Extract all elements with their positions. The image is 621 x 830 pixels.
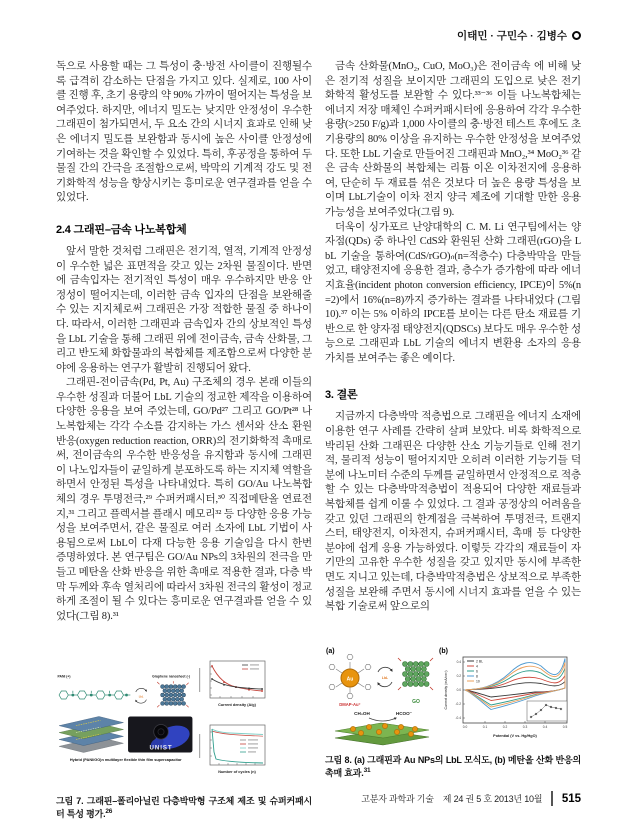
plot2-ylabel-placeholder (199, 734, 200, 758)
body-paragraph: 더욱이 싱가포르 난양대학의 C. M. Li 연구팀에서는 양자점(QDs) 중 하나인 CdS와 환원된 산화 그래핀(rGO)을 LbL 기술을 통하여(CdS/rGO)ₙ(n=적층수) 다층박막을 만들었고, 태양전지에 응용한 결과, 층수가 증가함에 따라 에너지효율(incident photon conversion efficiency, IPCE)이 5%(n=2)에서 16%(n=8)까지 증가하는 결과를 나타내었다 (그림 10).³⁷ 이는 5% 이하의 IPCE를 보이는 다른 탄소 재료를 기반으로 한 양자점 태양전지(QDSCs) 보다도 매우 우수한 성능으로 그래핀과 LbL 기술의 에너지 변환용 소자의 응용 가치를 보여주는 좋은 예이다. (325, 221, 581, 364)
svg-text:0.2: 0.2 (456, 673, 461, 678)
cv-ytick-labels (456, 660, 462, 720)
figure-7-caption-ref: 26 (105, 808, 113, 816)
figure-7-illustration (56, 658, 196, 778)
unist-photo (128, 717, 193, 753)
figure-8 (325, 645, 581, 780)
plot2-series-multilayer (212, 729, 263, 735)
svg-text:0.0: 0.0 (462, 724, 468, 729)
svg-text:0.5: 0.5 (562, 724, 568, 729)
figure-8-caption-ref: 31 (363, 766, 371, 774)
svg-text:0.4: 0.4 (456, 659, 461, 664)
footer-page-number: 515 (561, 792, 581, 805)
plot1-xlabel: Current density (A/g) (217, 703, 256, 708)
svg-text:-0.4: -0.4 (455, 715, 461, 720)
lbl-cycle-arrows-icon (136, 689, 147, 704)
go-label: GO (412, 698, 420, 705)
header-authors-row (56, 28, 581, 44)
lbl-label: LbL (381, 675, 389, 680)
body-paragraph: 지금까지 다층박막 적층법으로 그래핀을 에너지 소재에 이용한 연구 사례를 간략히 살펴 보았다. 비록 화학적으로 박리된 산화 그래핀은 다양한 산소 기능기들로 인해 전기적, 물리적 성능이 떨어지지만 오히려 이러한 기능기들 덕분에 나노미터 수준의 두께를 균일하면서 안정적으로 적층할 수 있는 다층박막적층법이 적용되어 다양한 재료들과 복합체를 쉽게 이룰 수 있었다. 그 결과 공정상의 어려움을 갖고 있던 그래핀의 한계점을 극복하여 투명전극, 트랜지스터, 태양전지, 이차전지, 슈퍼커패시터, 촉매 등 다양한 분야에 쉽게 응용 가능하였다. 이렇듯 각각의 재료들이 자기만의 고유한 우수한 성질을 갖고 있지만 동시에 부족한 면도 지니고 있는데, 다층박막적층법은 상보적으로 부족한 성질을 보완해 주면서 동시에 시너지 효과를 얻을 수 있는 복합 기술로써 앞으로의 (325, 411, 581, 613)
footer-issue: 제 24 권 5 호 2013년 10월 (442, 794, 543, 804)
body-paragraph: 그래핀-전이금속(Pd, Pt, Au) 구조체의 경우 본래 이들의 우수한 성질과 더불어 LbL 기술의 정교한 제작을 이용하여 다양한 응용을 보여 주었는데, GO/Pd²⁷ 그리고 GO/Pt²⁸ 나노복합체는 각각 수소를 감지하는 가스 센서와 산소 환원 반응(oxygen reduction reaction, ORR)의 전기화학적 촉매로써, 전이금속의 우수한 반응성을 유지함과 동시에 그래핀이 나노입자들이 균일하게 분포하도록 하는 지지체 역할을 하면서 안정된 특성을 나타내었다. 특히 GO/Au 나노복합체의 경우 투명전극,²⁹ 수퍼커패시터,³⁰ 직접메탄올 연료전지,³¹ 그리고 플렉서블 플래시 메모리³² 등 다양한 응용 가능성을 보여주면서, 같은 물질로 여러 소자에 LbL 기법이 사용됨으로써 LbL이 다재 다능한 응용 기술임을 다시 한번 증명하였다. 본 연구팀은 GO/Au NPs의 3차원의 전극을 만들고 메탄올 산화 반응을 위한 촉매로 적용한 결과, 다층 박막 두께와 후속 열처리에 따라서 3차원 전극의 활성이 정교하게 조절이 될 수 있다는 흥미로운 연구결과를 얻을 수 있었다(그림 8).³¹ (56, 377, 312, 622)
cv-inset-plot (527, 701, 567, 721)
polyaniline-chain (59, 691, 130, 699)
figure-8-body (325, 645, 581, 747)
plot2-legend (240, 740, 258, 753)
page-footer (361, 791, 581, 806)
unist-logo-text: UNIST (149, 744, 173, 752)
svg-text:8: 8 (476, 674, 478, 679)
svg-text:6: 6 (476, 669, 478, 674)
dmap-au-nanoparticle (329, 654, 371, 698)
reaction-arrow (369, 718, 396, 721)
section-heading-2-4: 2.4 그래핀–금속 나노복합체 (56, 223, 187, 236)
plot2-xlabel: Number of cycles (n) (217, 770, 256, 775)
footer-divider (551, 791, 553, 806)
cv-xtick-labels (463, 725, 568, 729)
figure-8-caption-tag: 그림 8. (325, 754, 352, 765)
figure-7-caption (56, 795, 312, 821)
plot1-ylabel-placeholder (199, 668, 200, 692)
plot1-series-pani (212, 679, 263, 689)
panel-a-label: (a) (326, 647, 335, 655)
cv-legend (467, 659, 483, 683)
figure-8-caption-text: (a) 그래핀과 Au NPs의 LbL 모식도, (b) 메탄올 산화 반응의 촉매 효과. (325, 754, 581, 778)
methanol-label: CH₃OH (354, 710, 370, 716)
body-paragraph: 금속 산화물(MnO₂, CuO, MoO₃)은 전이금속 에 비해 낮은 전기적 성질을 보이지만 그래핀의 도입으로 낮은 전기화학적 활성도를 보완할 수 있다.³³⁻³⁶ 이들 나노복합체는 에너지 저장 매체인 수퍼커패시터에 응용하여 각각 우수한 용량(>250 F/g)과 1,000 사이클의 충·방전 테스트 후에도 초기용량의 80% 이상을 유지하는 우수한 안정성을 보여주었다. 또한 LbL 기술로 만들어진 그래핀과 MnO₂,³⁴ MoO₂³⁶ 같은 금속 산화물의 복합체는 리튬 이온 이차전지에 응용하여, 단순히 두 재료를 섞은 것보다 더 높은 용량 특성을 보이며 LbL기술이 이차 전지 양극 제조에 기대할 만한 응용 가능성을 보여주었다(그림 9). (325, 61, 581, 218)
figure7-subcaption: Hybrid (PANI/GO)n multilayer flexible thin film supercapacitor (69, 758, 182, 763)
lbl-label: LbL (138, 695, 144, 699)
left-column (56, 60, 312, 821)
go-sheet (403, 661, 430, 686)
dmap-au-label: DMAP-Au⁺ (339, 701, 361, 707)
figure-7-body (56, 658, 312, 788)
svg-text:4: 4 (476, 664, 478, 669)
rate-performance-plot (196, 658, 270, 717)
svg-text:2 BL: 2 BL (476, 659, 483, 664)
formate-label: HCOO⁻ (395, 710, 413, 716)
figure-8a-schematic (325, 645, 439, 747)
pani-label: PANI (+) (57, 674, 71, 679)
figure-7-plots (196, 658, 313, 788)
svg-text:-0.2: -0.2 (455, 701, 461, 706)
author-mark-ring-icon (572, 31, 581, 40)
plot1-markers-black (211, 679, 263, 691)
plot1-ticks (210, 667, 253, 698)
figure-7 (56, 658, 312, 821)
body-paragraph: 독으로 사용할 때는 그 특성이 충·방전 사이클이 진행될수록 급격히 감소하는 단점을 가지고 있다. 실제로, 100 사이클 진행 후, 초기 용량의 약 90% 가까이 떨어지는 특성을 보여주었다. 하지만, 에너지 밀도는 낮지만 안정성이 우수한 그래핀이 첨가되면서, 두 요소 간의 시너지 효과로 인해 낮은 에너지 밀도를 보완함과 동시에 높은 사이클 안정성에 기여하는 것을 확인할 수 있었다. 특히, 후공정을 통하여 두 물질 간의 간극을 조절함으로써, 박막의 기계적 강도 및 전기화학적 성능을 향상시키는 흥미로운 연구결과를 얻을 수 있었다. (56, 61, 312, 204)
au-core-label: Au (346, 676, 354, 683)
section-heading-3: 3. 결론 (325, 389, 358, 402)
graphene-label: Graphene nanosheet (-) (152, 674, 190, 679)
cv-xlabel: Potential (V vs. Hg/HgO) (493, 733, 537, 738)
svg-text:0.0: 0.0 (456, 687, 461, 692)
two-column-body (56, 60, 581, 821)
header-authors: 이태민 · 구민수 · 김병수 (457, 30, 567, 42)
svg-text:0.3: 0.3 (522, 724, 528, 729)
svg-text:0.2: 0.2 (502, 724, 508, 729)
svg-text:0.4: 0.4 (542, 724, 548, 729)
multilayer-stack (59, 717, 123, 753)
svg-text:10: 10 (476, 679, 480, 684)
panel-b-label: (b) (439, 647, 448, 655)
right-column (325, 60, 581, 821)
lbl-cycle-arrows-icon (378, 667, 392, 686)
go-au-composite-sheet (335, 723, 429, 745)
plot1-legend (242, 665, 259, 670)
cycling-stability-plot (196, 722, 270, 783)
figure-8-caption (325, 754, 581, 780)
figure-8b-cv-plot (439, 645, 581, 747)
cv-ylabel: Current density (mA/cm²) (444, 670, 448, 710)
body-paragraph: 앞서 말한 것처럼 그래핀은 전기적, 열적, 기계적 안정성이 우수한 넓은 표면적을 갖고 있는 2차원 물질이다. 반면에 금속입자는 전기적인 특성이 매우 우수하지만 반응 안정성이 떨어지는데, 이러한 금속 입자의 단점을 보완해줄 수 있는 지지체로써 그래핀은 가장 적합한 물질 중 하나이다. 따라서, 이러한 그래핀과 금속입자 간의 상보적인 특성을 LbL 기술을 통해 그래핀 위에 전이금속, 금속 산화물, 그리고 반도체 화합물과의 복합체를 제조함으로써 다양한 분야에 응용하는 연구가 활발히 진행되어 왔다. (56, 245, 312, 374)
figure-7-caption-tag: 그림 7. (56, 796, 84, 807)
graphene-sheet (161, 685, 186, 706)
svg-text:0.1: 0.1 (482, 724, 488, 729)
figure-7-caption-text: 그래핀–폴리아닐린 다층박막형 구조체 제조 및 슈퍼커패시터 특성 평가. (56, 796, 312, 820)
footer-journal-name: 고분자 과학과 기술 (361, 794, 434, 804)
